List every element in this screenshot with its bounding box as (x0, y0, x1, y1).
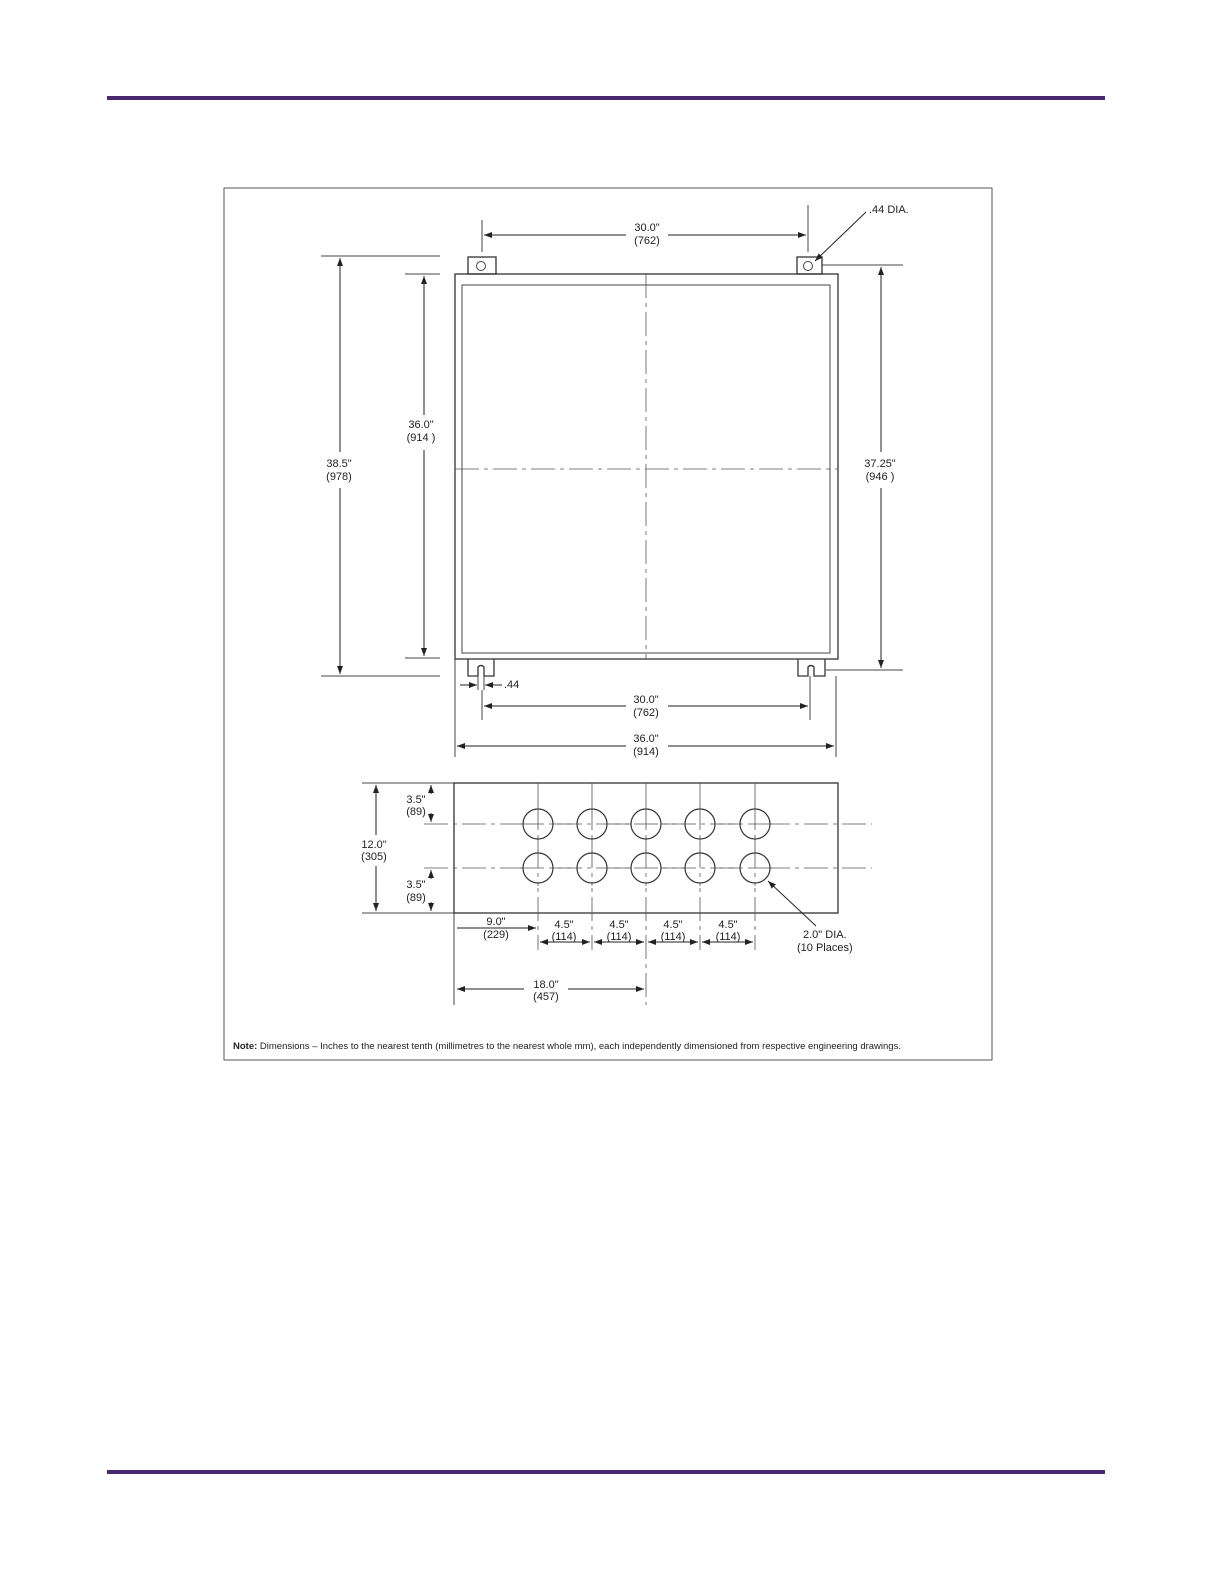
dim-center-in: 18.0" (533, 979, 559, 991)
dim-bottom-offset-in: 3.5" (406, 879, 426, 891)
dim-spacing-mm: (114) (660, 931, 686, 943)
front-view (321, 204, 909, 758)
dim-bottom-mount-mm: (762) (633, 707, 659, 719)
drawing-frame (224, 188, 992, 1060)
dim-body-height-mm: (914 ) (406, 432, 436, 444)
hole-leader (815, 212, 866, 261)
dim-spacing-in: 4.5" (663, 919, 683, 931)
dim-body-height-in: 36.0" (408, 419, 434, 431)
dim-mount-height-mm: (946 ) (865, 471, 895, 483)
dim-overall-width-in: 36.0" (633, 733, 659, 745)
dim-depth-mm: (305) (361, 851, 387, 863)
dim-slot-width: .44 (504, 679, 520, 691)
slot-tab-bottom-left (468, 659, 494, 676)
knockout-dia-label: 2.0" DIA. (803, 929, 847, 941)
note-text: Dimensions – Inches to the nearest tenth (millimetres to the nearest whole mm), each independently dimensioned from respective engineering drawings. (257, 1041, 901, 1052)
dim-depth-in: 12.0" (361, 839, 387, 851)
dim-top-offset-in: 3.5" (406, 794, 426, 806)
dim-spacing-mm: (114) (606, 931, 632, 943)
dim-bottom-offset-mm: (89) (406, 892, 426, 904)
dim-bottom-mount-in: 30.0" (633, 694, 659, 706)
dim-first-hole-mm: (229) (483, 929, 509, 941)
enclosure-body (455, 274, 838, 659)
mount-hole-top-right (804, 262, 813, 271)
dim-width-mount-mm: (762) (634, 235, 660, 247)
dim-overall-height-in: 38.5" (326, 458, 352, 470)
knockout-count-label: (10 Places) (797, 942, 853, 954)
hole-dia-label: .44 DIA. (869, 204, 909, 216)
dim-width-mount-in: 30.0" (634, 222, 660, 234)
dim-top-offset-mm: (89) (406, 806, 426, 818)
mount-tab-top-right (797, 257, 822, 274)
dim-spacing-mm: (114) (551, 931, 577, 943)
slot-tab-bottom-right (798, 659, 825, 676)
dim-overall-width-mm: (914) (633, 746, 659, 758)
dim-spacing-in: 4.5" (554, 919, 574, 931)
dim-center-mm: (457) (533, 991, 559, 1003)
knockout-leader (768, 881, 816, 926)
bottom-view (361, 783, 872, 1005)
mount-hole-top-left (477, 262, 486, 271)
note-label: Note: (233, 1041, 258, 1052)
dim-overall-height-mm: (978) (326, 471, 352, 483)
dim-spacing-in: 4.5" (718, 919, 738, 931)
dim-first-hole-in: 9.0" (486, 916, 506, 928)
dim-spacing-in: 4.5" (609, 919, 629, 931)
dim-spacing-mm: (114) (715, 931, 741, 943)
dim-mount-height-in: 37.25" (864, 458, 896, 470)
dimensions-note (233, 1041, 901, 1052)
mount-tab-top-left (468, 257, 496, 274)
